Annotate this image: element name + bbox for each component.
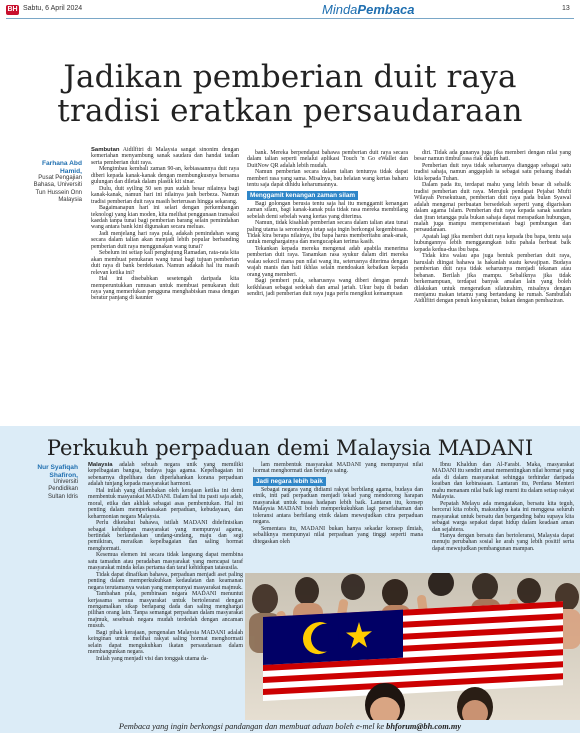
paragraph-text: Sementara itu, MADANI bukan hanya sekadar konsep ilmiah, sebaliknya mempunyai nilai perpaduan yang tinggi seperti mana ditegaskan oleh (253, 525, 423, 545)
paragraph-text: Perlu diketahui bahawa, istilah MADANI didefinisikan sebagai kehidupan masyarakat yang mempunyai agama, bertindak berlandaskan undang-undang, maju dan segi pemikiran, meraikan kepelbagaian dan saling hormat menghormati. (88, 520, 243, 552)
paragraph (88, 630, 243, 656)
paragraph (432, 462, 574, 501)
paragraph (88, 462, 243, 488)
paragraph (91, 250, 239, 276)
article1-column-2b (247, 201, 408, 298)
paragraph-text: bank. Mereka berpendapat bahawa pemberian duit raya secara dalam talian seperti melalui aplikasi Touch 'n Go eWallet dan DuitNow QR adalah lebih mudah. (247, 150, 408, 169)
article2-column-1 (88, 462, 243, 662)
paragraph (88, 656, 243, 662)
paragraph-text: Dulu, duit syiling 50 sen pun sudah besar nilainya bagi kanak-kanak, namun hari ini nilainya jauh berbeza. Namun tradisi pemberian duit raya masih berterusan hingga sekarang. (91, 185, 239, 205)
paragraph-text: Tambahan pula, pembinaan negara MADANI menuntut kerjasama semua masyarakat untuk bertoleransi dengan mengamalkan sikap berlapang dada dan saling menghargai pilihan orang lain. Tanpa semangat perpaduan dalam masyarakat majmuk, sesebuah negara mudah terdedah dengan ancaman musuh. (88, 591, 243, 630)
article1-headline-line2: tradisi eratkan persaudaraan (57, 93, 523, 129)
paragraph (253, 487, 423, 526)
paragraph (247, 169, 408, 188)
section-title (322, 2, 415, 17)
article1-author-role-line3: Tun Hussein Onn (35, 189, 82, 196)
paragraph (91, 205, 239, 231)
paragraph-text: Pepatah Melayu ada mengatakan, bersatu kita teguh, bercerai kita roboh, maksudnya kata ini menggesa seluruh masyarakat untuk bersatu dan berganding bahu supaya kita sebagai warga sepakat dapat hidup dalam keadaan aman dan sejahtera. (432, 500, 574, 533)
paragraph (247, 150, 408, 169)
paragraph (91, 186, 239, 205)
paragraph (91, 276, 239, 302)
header-divider (6, 18, 574, 19)
paragraph-text: Bagaimanapun hari ini selari dengan perkembangan teknologi yang kian moden, kita melihat penggunaan transaksi kaedah tanpa tunai bagi pemberian barang selain pemindahan wang antara bank kini digunakan secara meluas. (91, 205, 239, 231)
paragraph (247, 220, 408, 246)
article2-author-name-line2: Shafiron, (49, 471, 78, 479)
paragraph-text: Bagi pemberi pula, seharusnya wang diberi dengan penuh keikhlasan sebagai sedekah dan amal jariah. Ukur baju di badan sendiri, jadi pemberian duit raya juga perlu mengikut kemampuan (247, 278, 408, 298)
article1-headline-line1: Jadikan pemberian duit raya (63, 59, 517, 95)
article2-byline (12, 464, 78, 501)
paragraph-text: Sebagai negara yang didiami rakyat berbilang agama, budaya dan etnik, inti pati perpaduan menjadi tekad yang mendorong harapan masyarakat untuk masa hadapan lebih baik. Lantaran itu, konsep Malaysia MADANI boleh memperkukuhkan lagi persefahaman dan toleransi antara berbilang etnik dalam mewujudkan citra perpaduan negara. (253, 486, 423, 526)
paragraph-text: Aidilfitri di Malaysia sangat sinonim dengan kemeriahan menyambung sanak saudara dan handai taulan serta pemberian duit raya. (91, 147, 239, 166)
paragraph (91, 147, 239, 166)
paragraph (88, 591, 243, 630)
article2-column-3 (432, 462, 574, 552)
page-header (0, 0, 580, 22)
paragraph-text: Tekankan kepada mereka mengenai adab apabila menerima pemberian duit raya. Tanamkan rasa syukur dalam diri mereka walau sekecil mana pun nilai wang itu, seterusnya diterima dengan wajah manis dan hati ikhlas selain mendoakan kebaikan kepada orang yang memberi. (247, 245, 408, 278)
article2-headline: Perkukuh perpaduan demi Malaysia MADANI (46, 436, 534, 460)
section-title-part2: Pembaca (357, 2, 415, 17)
paragraph-text: Jadi menjelang hari raya pula, adakah pemindahan wang secara dalam talian akan menjadi lebih popular berbanding pemberian duit raya menggunakan wang tunai? (91, 230, 239, 250)
page-number: 13 (562, 5, 570, 12)
paragraph-text: Bagi golongan berusia tentu saja hal itu menggamit kenangan zaman silam, bagi kanak-kanak pula tidak rasa mereka membilang sebelah demi sebelah wang kertas yang diterima. (247, 200, 408, 220)
paragraph (247, 201, 408, 220)
paragraph-text: Ibnu Khaldun dan Al-Farabi. Maka, masyarakat MADANI itu sendiri amat mementingkan nilai hormat yang ada di dalam masyarakat sehingga terhindar daripada keaiban dan kebinasaan. Lantaran itu, Perdana Menteri mahu menanam nilai baik lagi murni itu dalam setiap rakyat Malaysia. (432, 462, 574, 501)
article1-subheading: Menggamit kenangan zaman silam (247, 191, 358, 200)
paragraph (253, 526, 423, 545)
paragraph (247, 246, 408, 278)
paragraph-text: Namun, tidak kisahlah pemberian secara dalam talian atau tunai paling utama ia seronoknya tetap saja ingin berkongsi kegembiraan. Tidak kira berapa nilainya, ibu bapa harus memberitahu anak-anak, untuk menghargainya dan mengucapkan terima kasih. (247, 220, 408, 246)
paragraph (414, 253, 571, 305)
paragraph-text: diri. Tidak ada gunanya juga jika memberi dengan nilai yang besar namun timbul rasa riak dalam hati. (414, 150, 571, 163)
article2-author-role-line3: Sultan Idris (47, 493, 78, 500)
paragraph (88, 572, 243, 591)
paragraph-text: Hal inilah yang dilambakan oleh kerajaan ketika ini demi membentuk masyarakat MADANI. Dalam hal itu pasti saja adab, moral, etika dan akhlak sebagai asas pembentukan. Hal ini penting dalam memperkasakan perpaduan, kebudayaan, dan keharmonian negara Malaysia. (88, 487, 243, 520)
paragraph (414, 150, 571, 163)
paragraph-text: Tidak dapat dinafikan bahawa, perpaduan menjadi aset paling penting dalam memperkukuhkan kedaulatan dan keamanan negara terutamanya watan yang mempunyai masyarakat majmuk. (88, 571, 243, 591)
article2-column-2 (253, 462, 423, 545)
article1-column-1 (91, 147, 239, 302)
paragraph-text: Dalam pada itu, terdapat mahu yang lebih besar di sebalik tradisi pemberian duit raya. Merujuk pendapat Pejabat Mufti Wilayah Persekutuan, pemberian duit raya pada bulan Syawal adalah mengenai perbuatan bersedekah seperti yang digariskan dalam agama Islam. Pemberian duit raya kepada sanak saudara dan jiran tetangga pula bukan sahaja dapat merapatkan hubungan, malah juga mampu memperserataan bagi pembungan dan persaudaraan. (414, 182, 571, 234)
article2-author-role-line1: Universiti (53, 479, 78, 486)
paragraph-text: Bagi pihak kerajaan, pengenalan Malaysia MADANI adalah keinginan untuk melihat rakyat saling hormat menghormati selain dapat mengukuhkan ikatan persaudaraan dalam membangunkan negara. (88, 629, 243, 656)
article2-column-2a (253, 462, 423, 475)
children-with-flag-illustration (245, 573, 580, 722)
paragraph (432, 533, 574, 552)
paragraph-text: adalah sebuah negara unik yang memiliki kepelbagaian bangsa, budaya juga agama. Kepelbagaian ini sebenarnya dipelihara dan diperlahankan korana perpaduan adalah tunjang kepada masyarakat harmoni. (88, 462, 243, 488)
footer-text: Pembaca yang ingin berkongsi pandangan dan membuat aduan boleh e-mel ke (118, 722, 387, 731)
article2-author-role-line2: Pendidikan (48, 486, 78, 493)
paragraph-text: Hanya dengan bersatu dan bertoleransi, Malaysia dapat menuju perubahan sosial ke arah yang lebih positif serta dapat mewujudkan pembangunan mampan. (432, 532, 574, 552)
article1-headline (0, 60, 580, 128)
lead-word: Sambutan (91, 147, 120, 153)
paragraph-text: Tidak kira walau apa juga bentuk pemberian duit raya, haruslah diingat bahawa ia hakanlah suatu kewajipan. Budaya pemberian duit raya tidak seharusnya menjadi tekanan atau bebanan. Berilah jika mampu. Sebaliknya jika tidak berkemampuan, terdapat banyak amalan lain yang boleh dilakukan untuk mengeratkan silaturahim, misalnya dengan menjamu makan tetamu yang bertandang ke rumah. Sambutlah Aidilfitri dengan penuh kesyukuran, bukan dengan pembaziran. (414, 253, 571, 305)
paragraph (91, 166, 239, 185)
paragraph-text: Namun pemberian secara dalam talian tentunya tidak dapat memberi rasa yang sama. Misalnya, bau helaian wang kertas baharu tentu saja dapat dihidu keharumannya. (247, 169, 408, 189)
article1-author-name-line2: Hamid, (60, 167, 82, 175)
article1-author-name-line1: Farhana Abd (41, 160, 82, 167)
article1-author-role-line4: Malaysia (58, 196, 82, 203)
article1-column-3 (414, 150, 571, 305)
article1-author-role-line2: Bahasa, Universiti (33, 182, 82, 189)
paragraph (414, 163, 571, 182)
issue-date: Sabtu, 6 April 2024 (23, 5, 83, 12)
paragraph-text: Sebelum ini setiap kali penghujung Ramadan, rata-rata kita akan membuat penukaran wang tunai bagi tujuan pemberian duit raya di bank berdekatan. Namun adakah hal itu masih relevan ketika ini? (91, 250, 239, 276)
paragraph-text: Mengimbau kembali zaman 90-an, kebiasaannya duit raya diberi kepada kanak-kanak dengan membungkusnya bersama gulungan dan diletak dalam plastik kit sinar. (91, 166, 239, 186)
article1-column-2a (247, 150, 408, 189)
article2-author-name-line1: Nur Syafiqah (37, 464, 78, 471)
paragraph-text: Apatah lagi jika memberi duit raya kepada ibu bapa, tentu saja hubungannya lebih menggaungkan isitu pahala berbuat baik kepada kedua-dua ibu bapa. (414, 233, 571, 253)
article1-column-2 (247, 150, 408, 298)
paragraph-text: lam membentuk masyarakat MADANI yang mempunyai nilai hormat menghormati dan berdaya saing. (253, 462, 423, 475)
section-title-part1: Minda (322, 2, 358, 17)
bh-logo: BH (7, 6, 18, 13)
paragraph-text: Hal ini disebabkan sesetengah daripada kita memperuntukkan rumusan untuk membuat penukaran duit raya yang memerlukan pengguna menghabiskan masa dengan beratur panjang di kaunter (91, 276, 239, 302)
paragraph (88, 552, 243, 571)
article1-author-role-line1: Pusat Pengajian (38, 175, 82, 182)
contact-footer (0, 720, 580, 733)
article1-byline (12, 160, 82, 204)
paragraph (432, 501, 574, 533)
paragraph (414, 234, 571, 253)
footer-email-link[interactable]: bhforum@bh.com.my (386, 722, 462, 731)
paragraph (88, 520, 243, 552)
paragraph (253, 462, 423, 475)
lead-word: Malaysia (88, 462, 113, 468)
article2-column-2b (253, 487, 423, 545)
article2-subheading: Jadi negara lebih baik (253, 477, 326, 486)
paragraph (88, 488, 243, 520)
paragraph-text: Kesemua elemen ini secara tidak langsung dapat membina satu tamadun atau peradaban masyarakat yang mencapai taraf masyarakat minda kelas pertama dan taraf kehidupan tatasusila. (88, 552, 243, 572)
paragraph-text: Inilah yang menjadi visi dan tonggak utama da- (96, 655, 209, 662)
paragraph-text: Pemberian duit raya tidak seharusnya dianggap sebagai satu tradisi sahaja, namun anggaplah ia sebagai satu peluang ibadah kita kepada Tuhan. (414, 162, 571, 182)
paragraph (414, 182, 571, 234)
unity-photo (245, 573, 580, 722)
paragraph (91, 231, 239, 250)
paragraph (247, 278, 408, 297)
